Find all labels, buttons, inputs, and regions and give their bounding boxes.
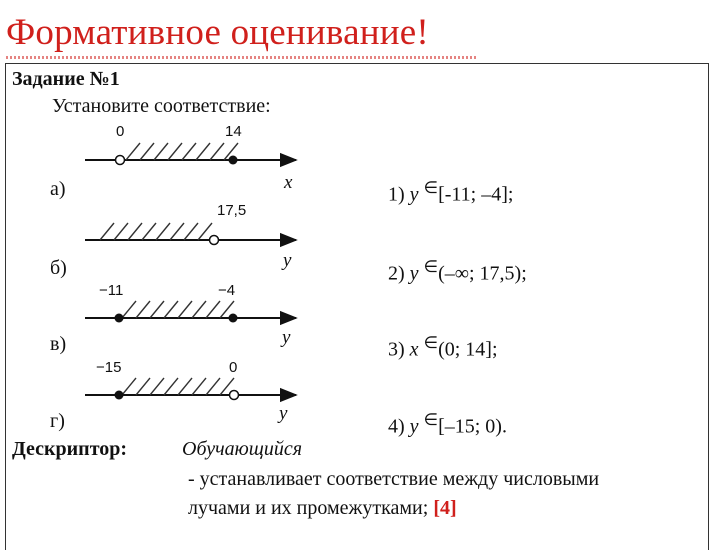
score-badge: [4] <box>433 497 457 519</box>
ray-b-axis-var: y <box>283 250 292 271</box>
ray-b-point-0: 17,5 <box>217 202 247 219</box>
answer-interval: [–15; 0). <box>438 415 507 438</box>
answer-variable: y <box>409 415 419 438</box>
descriptor-label: Дескриптор: <box>12 438 128 460</box>
ray-b <box>85 202 296 271</box>
ray-a-axis-var: x <box>284 172 293 193</box>
ray-d <box>85 359 296 424</box>
answer-interval: (–∞; 17,5); <box>438 262 527 285</box>
ray-a-point-0: 0 <box>116 123 125 140</box>
ray-c <box>85 282 296 348</box>
descriptor-line-2 <box>188 497 457 520</box>
answer-1 <box>388 178 513 207</box>
ray-d-point-0: −15 <box>96 359 122 376</box>
answer-number: 1) <box>388 183 405 206</box>
answer-interval: (0; 14]; <box>438 338 498 361</box>
ray-label-b: б) <box>50 257 67 279</box>
ray-a-hatch <box>126 143 238 160</box>
element-of-symbol: ∈ <box>423 257 439 276</box>
element-of-symbol: ∈ <box>423 410 439 429</box>
task-heading: Задание №1 <box>12 68 120 90</box>
task-instruction: Установите соответствие: <box>52 95 271 117</box>
descriptor-line-2-text: лучами и их промежутками; <box>188 497 429 519</box>
answer-number: 3) <box>388 338 405 361</box>
answer-number: 4) <box>388 415 405 438</box>
closed-point <box>115 314 124 323</box>
ray-c-hatch <box>122 301 234 318</box>
answer-variable: y <box>409 183 419 206</box>
answer-number: 2) <box>388 262 405 285</box>
closed-point <box>115 391 124 400</box>
ray-d-hatch <box>122 378 234 395</box>
answer-4 <box>388 410 507 439</box>
answer-2 <box>388 257 527 286</box>
ray-c-point-1: −4 <box>218 282 236 299</box>
answer-3 <box>388 333 498 362</box>
answer-interval: [-11; –4]; <box>438 183 514 206</box>
ray-a <box>85 123 296 193</box>
open-point <box>210 236 219 245</box>
descriptor-subject: Обучающийся <box>182 438 303 460</box>
ray-a-point-1: 14 <box>225 123 242 140</box>
ray-c-point-0: −11 <box>99 282 124 299</box>
closed-point <box>229 156 238 165</box>
answer-variable: x <box>409 338 419 361</box>
open-point <box>230 391 239 400</box>
element-of-symbol: ∈ <box>423 333 439 352</box>
open-point <box>116 156 125 165</box>
answer-variable: y <box>409 262 419 285</box>
closed-point <box>229 314 238 323</box>
ray-d-point-1: 0 <box>229 359 238 376</box>
ray-label-d: г) <box>50 410 65 432</box>
element-of-symbol: ∈ <box>423 178 439 197</box>
descriptor-line-1: - устанавливает соответствие между числовыми <box>188 468 600 490</box>
ray-label-a: а) <box>50 178 66 200</box>
ray-d-axis-var: y <box>279 403 288 424</box>
ray-label-c: в) <box>50 333 67 355</box>
ray-b-hatch <box>100 223 212 240</box>
page-title: Формативное оценивание! <box>6 12 429 53</box>
ray-c-axis-var: y <box>282 327 291 348</box>
